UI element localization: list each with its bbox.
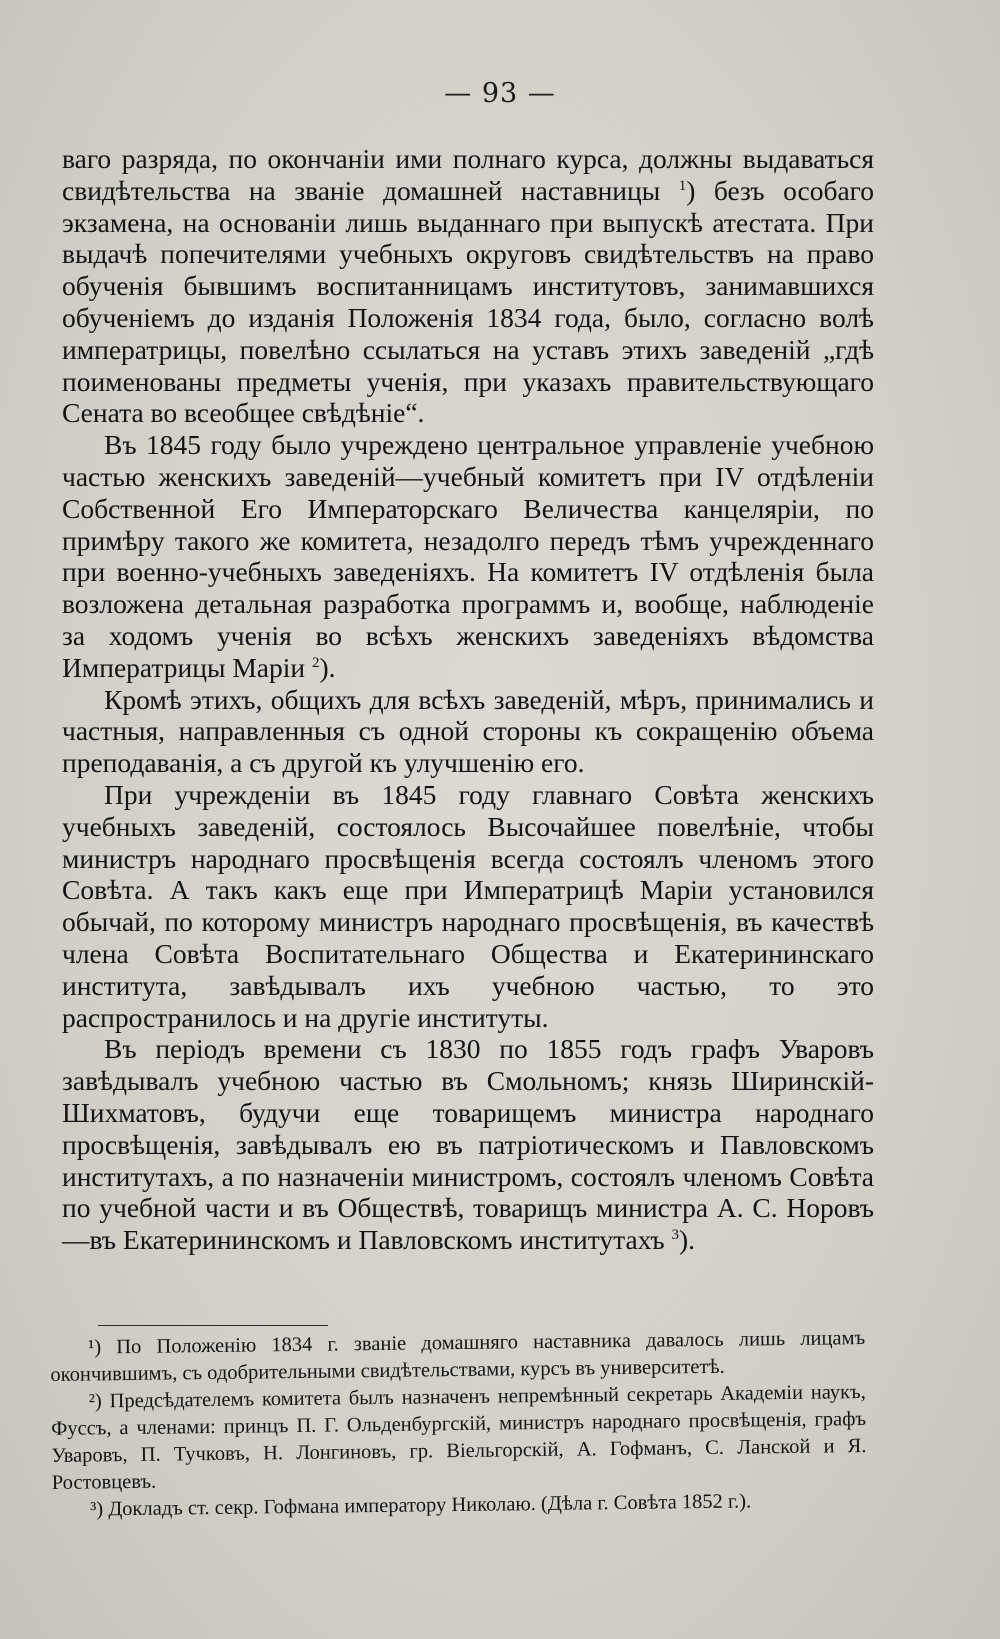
- footnote-ref-1: 1: [678, 177, 687, 194]
- paragraph-text: Въ періодъ времени съ 1830 по 1855 годъ графъ Уваровъ завѣдывалъ учебною частью въ Смольномъ; князь Ширинскій-Шихматовъ, будучи еще товарищемъ министра народнаго просвѣщенія, завѣдывалъ ею въ патріотическомъ и Павловскомъ институтахъ, а по назначеніи министромъ, состоялъ членомъ Совѣта по учебной части и въ Обществѣ, товарищъ министра А. С. Норовъ—въ Екатерининскомъ и Павловскомъ институтахъ: [62, 1033, 874, 1256]
- paragraph-text: ) безъ особаго экзамена, на основаніи лишь выданнаго при выпускѣ атестата. При выдачѣ попечителями учебныхъ округовъ свидѣтельствъ на право обученія бывшимъ воспитанницамъ институтовъ, занимавшихся обученіемъ до изданія Положенія 1834 года, было, согласно волѣ императрицы, повелѣно ссылаться на уставъ этихъ заведеній „гдѣ поименованы предметы ученія, при указахъ правительствующаго Сената во всеобщее свѣдѣніе“.: [62, 174, 875, 429]
- footnote-divider: [98, 1325, 328, 1326]
- main-text: [62, 143, 874, 1256]
- paragraph-text: Въ 1845 году было учреждено центральное управленіе учебною частью женскихъ заведеній—учебный комитетъ при IV отдѣленіи Собственной Его Императорскаго Величества канцеляріи, по примѣру такого же комитета, незадолго передъ тѣмъ учрежденнаго при военно-учебныхъ заведеніяхъ. На комитетъ IV отдѣленія была возложена детальная разработка программъ и, вообще, наблюденіе за ходомъ ученія во всѣхъ женскихъ заведеніяхъ вѣдомства Императрицы Маріи: [62, 429, 874, 683]
- paragraph-1: [62, 143, 874, 429]
- footnote-mark: ³): [90, 1498, 104, 1521]
- footnote-ref-3: 3: [671, 1226, 679, 1243]
- footnote-text: По Положенію 1834 г. званіе домашняго наставника давалось лишь лицамъ окончившимъ, съ одобрительными свидѣтельствами, курсъ въ университетѣ.: [50, 1327, 866, 1386]
- paragraph-text: ).: [678, 1224, 696, 1256]
- footnote-mark: ¹): [88, 1336, 102, 1359]
- paragraph-3: [62, 684, 874, 779]
- paragraph-text: ваго разряда, по окончаніи ими полнаго курса, должны выдаваться свидѣтельства на званіе домашней наставницы: [62, 143, 874, 206]
- footnote-ref-2: 2: [311, 654, 320, 671]
- paragraph-5: [62, 1033, 874, 1256]
- paragraph-text: При учрежденіи въ 1845 году главнаго Совѣта женскихъ учебныхъ заведеній, состоялось Высочайшее повелѣніе, чтобы министръ народнаго просвѣщенія всегда состоялъ членомъ этого Совѣта. А такъ какъ еще при Императрицѣ Маріи установился обычай, по которому министръ народнаго просвѣщенія, въ качествѣ члена Совѣта Воспитательнаго Общества и Екатерининскаго института, завѣдывалъ ихъ учебною частью, то это распространилось и на другіе институты.: [62, 778, 874, 1033]
- paragraph-2: [62, 429, 874, 683]
- footnote-mark: ²): [88, 1390, 102, 1413]
- footnote-text: Предсѣдателемъ комитета былъ назначенъ непремѣнный секретарь Академіи наукъ, Фуссъ, а членами: принцъ П. Г. Ольденбургскій, министръ народнаго просвѣщенія, графъ Уваровъ, П. Тучковъ, Н. Лонгиновъ, гр. Віельгорскій, А. Гофманъ, С. Ланской и Я. Ростовцевъ.: [51, 1381, 867, 1494]
- footnote-2: [51, 1379, 867, 1497]
- footnotes: [50, 1325, 867, 1524]
- paragraph-text: Кромѣ этихъ, общихъ для всѣхъ заведеній, мѣръ, принимались и частныя, направленныя съ одной стороны къ сокращенію объема преподаванія, а съ другой къ улучшенію его.: [62, 683, 874, 779]
- paragraph-4: [62, 779, 874, 1033]
- page-number: — 93 —: [444, 78, 556, 109]
- footnote-text: Докладъ ст. секр. Гофмана императору Николаю. (Дѣла г. Совѣта 1852 г.).: [108, 1490, 752, 1521]
- footnote-1: [50, 1325, 866, 1389]
- paragraph-text: ).: [319, 651, 336, 683]
